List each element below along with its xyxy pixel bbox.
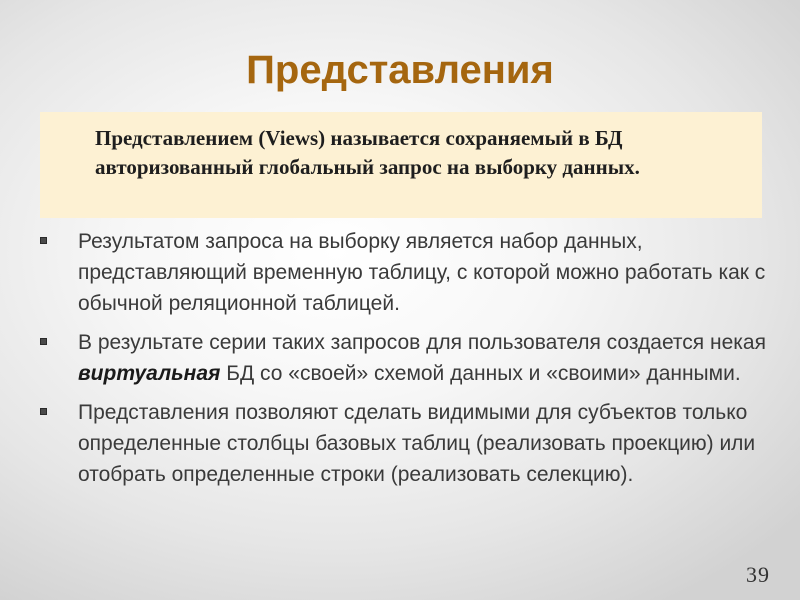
square-bullet-icon bbox=[40, 338, 47, 345]
bullet-item-3 bbox=[38, 397, 778, 490]
bullet-text-2-start: В результате серии таких запросов для пользователя создается некая bbox=[78, 331, 766, 354]
slide-title: Представления bbox=[246, 48, 554, 92]
bullet-text-1: Результатом запроса на выборку является набор данных, представляющий временную таблицу, с которой можно работать как с обычной реляционной таблицей. bbox=[78, 230, 766, 315]
bullet-item-1 bbox=[38, 226, 778, 319]
square-bullet-icon bbox=[40, 408, 47, 415]
square-bullet-icon bbox=[40, 237, 47, 244]
bullet-text-2-end: БД со «своей» схемой данных и «своими» данными. bbox=[220, 362, 741, 385]
bullet-text-2-emphasis: виртуальная bbox=[78, 362, 221, 385]
bullet-text-3: Представления позволяют сделать видимыми для субъектов только определенные столбцы базовых таблиц (реализовать проекцию) или отобрать определенные строки (реализовать селекцию). bbox=[78, 401, 756, 486]
slide-number: 39 bbox=[746, 562, 770, 587]
bullet-list bbox=[38, 226, 778, 498]
definition-text: Представлением (Views) называется сохраняемый в БД авторизованный глобальный запрос на выборку данных. bbox=[95, 126, 640, 179]
bullet-item-2 bbox=[38, 327, 778, 389]
definition-box bbox=[40, 112, 762, 218]
